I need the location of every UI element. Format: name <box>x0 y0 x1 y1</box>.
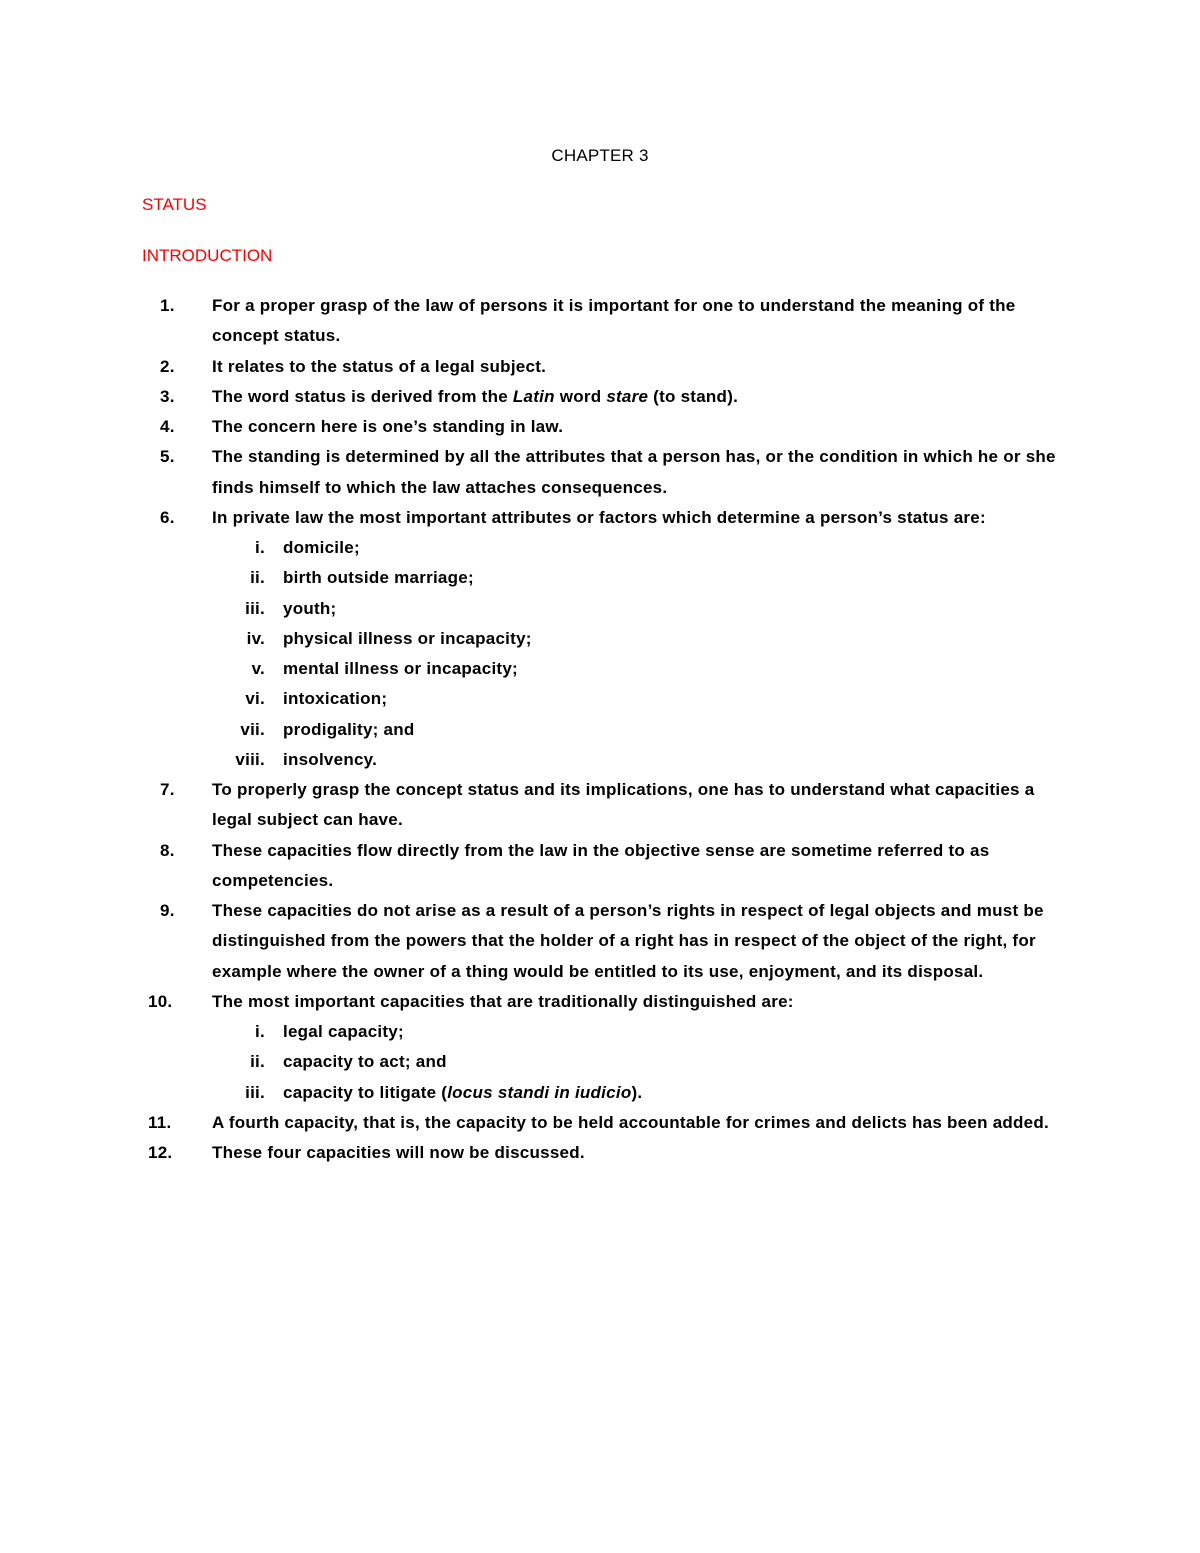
subsection-title: INTRODUCTION <box>142 246 273 265</box>
sub-list-item-text: legal capacity; <box>283 1022 404 1041</box>
roman-numeral: iv. <box>246 628 265 648</box>
list-item-number: 8. <box>160 840 175 860</box>
list-item-number: 11. <box>148 1112 172 1132</box>
section-title: STATUS <box>142 195 207 214</box>
sub-list-item-text: physical illness or incapacity; <box>283 628 532 648</box>
list-item <box>148 1108 1072 1138</box>
list-item-text: These capacities flow directly from the law in the objective sense are sometime referred to as competencies. <box>212 840 990 890</box>
list-item-text: These capacities do not arise as a result of a person’s rights in respect of legal objects and must be distinguished from the powers that the holder of a right has in respect of the object of the right, for example where the owner of a thing would be entitled to its use, enjoyment, and its disposal. <box>212 901 1044 981</box>
list-item-text <box>212 382 1072 412</box>
sub-list-item <box>240 715 1063 745</box>
roman-numeral: i. <box>255 538 265 557</box>
list-item-number: 9. <box>160 901 175 920</box>
list-item <box>160 836 1072 897</box>
sub-list-item-text: intoxication; <box>283 689 388 709</box>
sub-list-item <box>250 563 1063 593</box>
list-item-number: 7. <box>160 780 175 799</box>
list-item-number: 12. <box>148 1143 173 1162</box>
roman-numeral: v. <box>251 659 265 678</box>
sub-list-item-text: domicile; <box>283 538 360 557</box>
sub-list-item-text: prodigality; and <box>283 719 415 739</box>
italic-term: locus standi in iudicio <box>447 1082 632 1102</box>
list-item <box>160 775 1072 836</box>
list-item <box>160 352 1072 382</box>
roman-numeral: viii. <box>235 749 265 769</box>
list-item <box>160 442 1072 503</box>
roman-numeral: vi. <box>245 689 265 709</box>
list-item-text: It relates to the status of a legal subject. <box>212 356 547 376</box>
sub-list-item <box>255 1017 1063 1047</box>
list-item-text: A fourth capacity, that is, the capacity to be held accountable for crimes and delicts has been added. <box>212 1112 1049 1132</box>
italic-term: Latin <box>512 386 555 406</box>
list-item-number: 10. <box>148 991 173 1011</box>
sub-list-item <box>250 1047 1063 1077</box>
roman-numeral: ii. <box>250 568 265 588</box>
list-item-text: The standing is determined by all the attributes that a person has, or the condition in which he or she finds himself to which the law attaches consequences. <box>212 447 1056 497</box>
list-item <box>160 896 1072 987</box>
sub-list-item-text: insolvency. <box>283 749 378 769</box>
sub-list-item <box>245 684 1063 714</box>
sub-list-item <box>235 745 1063 775</box>
list-item-text: To properly grasp the concept status and its implications, one has to understand what capacities a legal subject can have. <box>212 780 1035 830</box>
numbered-list <box>0 291 1200 1168</box>
sub-list-item-text: capacity to act; and <box>283 1052 447 1072</box>
list-item-text: These four capacities will now be discussed. <box>212 1143 585 1162</box>
list-item-text: The most important capacities that are traditionally distinguished are: <box>212 991 794 1011</box>
italic-term: stare <box>606 386 649 406</box>
text-run: capacity to litigate ( <box>283 1082 448 1102</box>
list-item <box>160 412 1072 442</box>
list-item-text: In private law the most important attributes or factors which determine a person’s status are: <box>212 507 986 527</box>
list-item <box>160 503 1072 533</box>
list-item <box>148 1138 1072 1168</box>
list-item-number: 4. <box>160 417 175 436</box>
roman-numeral: iii. <box>245 598 265 618</box>
list-item-number: 2. <box>160 356 175 376</box>
roman-numeral: vii. <box>240 719 265 739</box>
list-item <box>160 382 1072 412</box>
sub-list-item <box>246 624 1063 654</box>
list-item-number: 3. <box>160 386 175 406</box>
list-item-number: 1. <box>160 296 175 315</box>
roman-numeral: ii. <box>250 1052 265 1072</box>
sub-list-item-text: birth outside marriage; <box>283 568 474 588</box>
text-run: (to stand). <box>648 386 739 406</box>
text-run: word <box>554 386 607 406</box>
list-item-text: For a proper grasp of the law of persons it is important for one to understand the meaning of the concept status. <box>212 296 1016 346</box>
sub-list-item <box>245 1078 1063 1108</box>
text-run: ). <box>631 1082 643 1102</box>
list-item-number: 6. <box>160 507 175 527</box>
chapter-title: CHAPTER 3 <box>551 146 649 165</box>
list-item <box>148 987 1072 1017</box>
sub-list-item <box>245 594 1063 624</box>
text-run: The word status is derived from the <box>212 386 513 406</box>
roman-numeral: i. <box>255 1022 265 1041</box>
sub-list-item <box>251 654 1063 684</box>
sub-list-item <box>255 533 1063 563</box>
sub-list-item-text <box>283 1078 1063 1108</box>
list-item <box>160 291 1072 352</box>
sub-list-item-text: youth; <box>283 598 337 618</box>
list-item-number: 5. <box>160 447 175 467</box>
list-item-text: The concern here is one’s standing in law. <box>212 417 564 436</box>
roman-numeral: iii. <box>245 1082 265 1102</box>
sub-list-item-text: mental illness or incapacity; <box>283 659 518 678</box>
